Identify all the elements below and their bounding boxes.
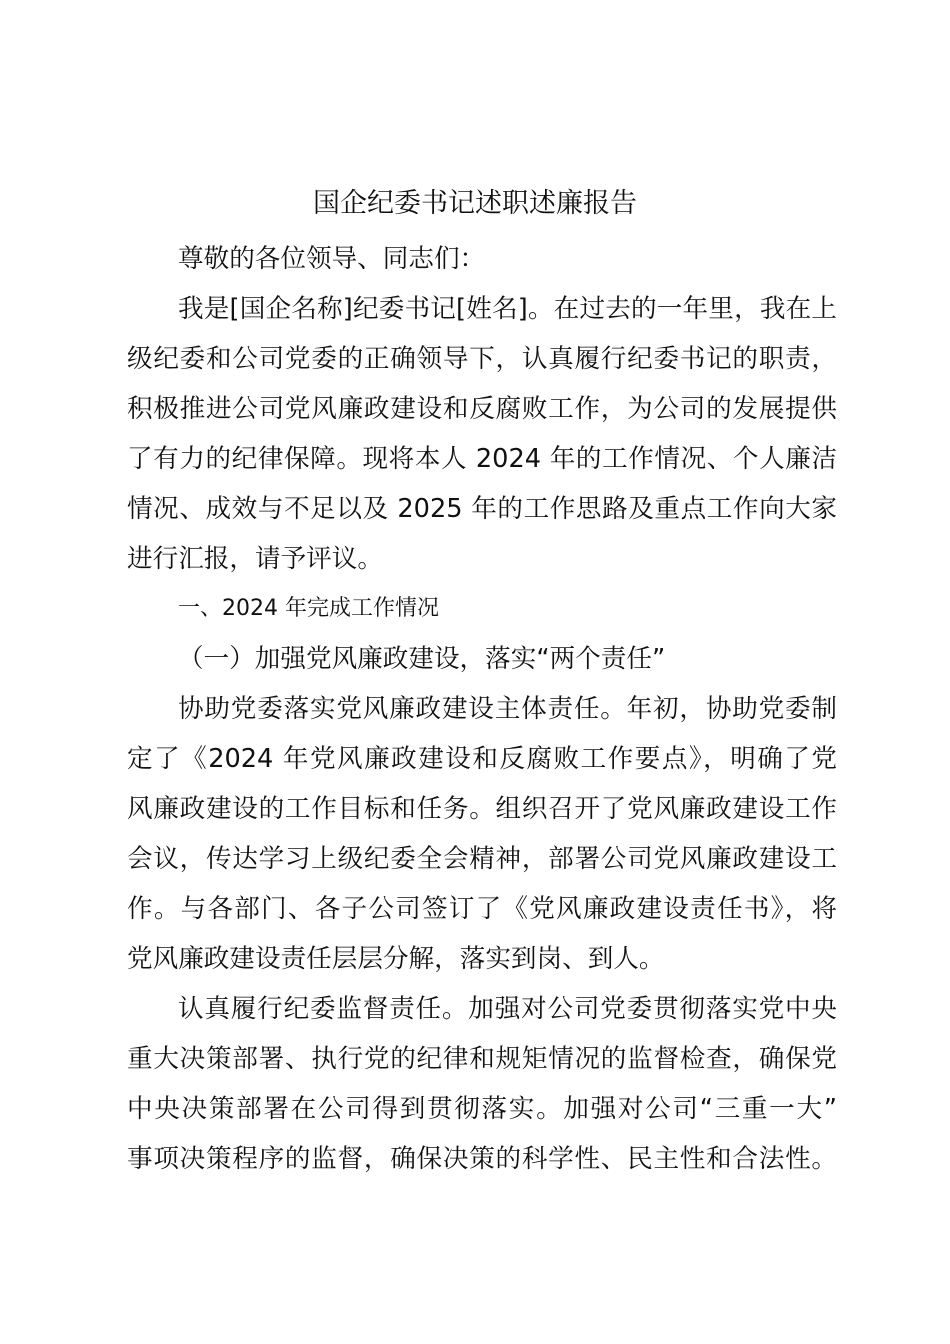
- intro-line: 情况、成效与不足以及 2025 年的工作思路及重点工作向大家: [127, 494, 837, 524]
- document-body: [127, 234, 837, 1184]
- intro-line: 了有力的纪律保障。现将本人 2024 年的工作情况、个人廉洁: [127, 444, 837, 474]
- intro-line: 级纪委和公司党委的正确领导下，认真履行纪委书记的职责，: [127, 344, 837, 374]
- paragraph-line: 党风廉政建设责任层层分解，落实到岗、到人。: [127, 944, 665, 974]
- paragraph-line: 认真履行纪委监督责任。加强对公司党委贯彻落实党中央: [178, 994, 837, 1024]
- section-heading: 一、2024 年完成工作情况: [178, 596, 439, 621]
- intro-paragraph: [127, 284, 837, 584]
- paragraph-line: 定了《2024 年党风廉政建设和反腐败工作要点》，明确了党: [127, 744, 837, 774]
- paragraph-line: 事项决策程序的监督，确保决策的科学性、民主性和合法性。: [127, 1144, 837, 1174]
- paragraph-line: 会议，传达学习上级纪委全会精神，部署公司党风廉政建设工: [127, 844, 837, 874]
- body-paragraph: [127, 984, 837, 1184]
- document-title: 国企纪委书记述职述廉报告: [313, 188, 637, 219]
- intro-line: 进行汇报，请予评议。: [127, 544, 383, 574]
- paragraph-line: 风廉政建设的工作目标和任务。组织召开了党风廉政建设工作: [127, 794, 837, 824]
- intro-line: 我是[国企名称]纪委书记[姓名]。在过去的一年里，我在上: [178, 294, 837, 324]
- paragraph-line: 重大决策部署、执行党的纪律和规矩情况的监督检查，确保党: [127, 1044, 837, 1074]
- body-paragraph: [127, 684, 837, 984]
- intro-line: 积极推进公司党风廉政建设和反腐败工作，为公司的发展提供: [127, 394, 837, 424]
- paragraph-line: 作。与各部门、各子公司签订了《党风廉政建设责任书》，将: [127, 894, 837, 924]
- subsection-heading: （一）加强党风廉政建设，落实“两个责任”: [178, 644, 666, 674]
- paragraph-line: 协助党委落实党风廉政建设主体责任。年初，协助党委制: [178, 694, 837, 724]
- salutation: 尊敬的各位领导、同志们：: [178, 244, 486, 274]
- paragraph-line: 中央决策部署在公司得到贯彻落实。加强对公司“三重一大”: [127, 1094, 837, 1124]
